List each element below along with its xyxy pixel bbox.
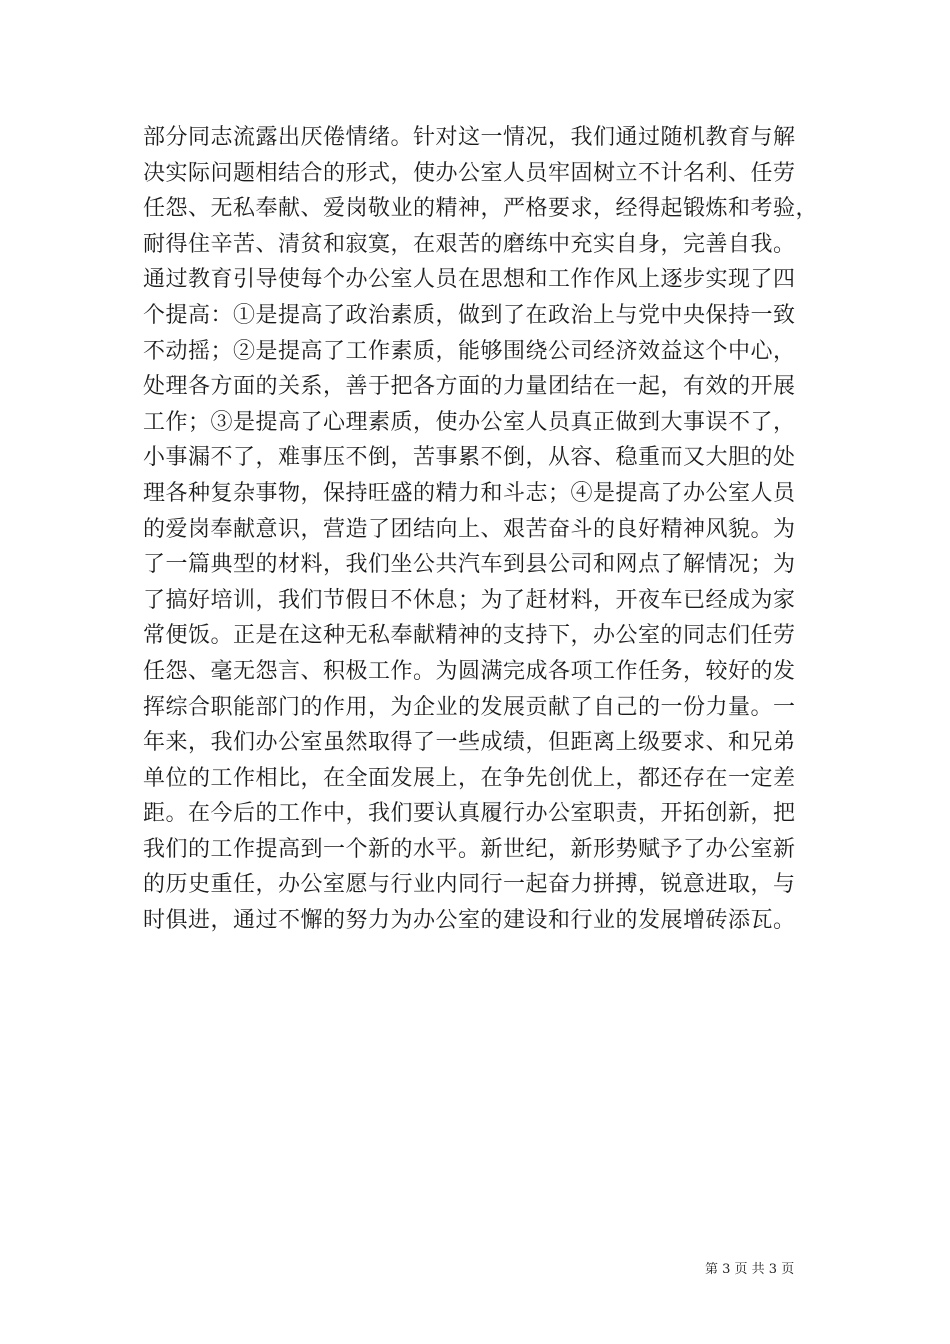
text-line: 理各种复杂事物，保持旺盛的精力和斗志；④是提高了办公室人员	[143, 480, 796, 506]
text-line: 的历史重任，办公室愿与行业内同行一起奋力拼搏，锐意进取，与	[143, 872, 796, 898]
text-line: 通过教育引导使每个办公室人员在思想和工作作风上逐步实现了四	[143, 267, 796, 293]
text-line: 不动摇；②是提高了工作素质，能够围绕公司经济效益这个中心，	[143, 338, 796, 364]
text-line: 距。在今后的工作中，我们要认真履行办公室职责，开拓创新，把	[143, 801, 796, 827]
text-line: 的爱岗奉献意识，营造了团结向上、艰苦奋斗的良好精神风貌。为	[143, 516, 796, 542]
text-line: 挥综合职能部门的作用，为企业的发展贡献了自己的一份力量。一	[143, 694, 796, 720]
text-line: 耐得住辛苦、清贫和寂寞，在艰苦的磨练中充实自身，完善自我。	[143, 231, 796, 257]
text-line: 工作；③是提高了心理素质，使办公室人员真正做到大事误不了，	[143, 409, 796, 435]
text-line: 小事漏不了，难事压不倒，苦事累不倒，从容、稳重而又大胆的处	[143, 445, 796, 471]
text-line: 部分同志流露出厌倦情绪。针对这一情况，我们通过随机教育与解	[143, 125, 796, 150]
text-line: 时俱进，通过不懈的努力为办公室的建设和行业的发展增砖添瓦。	[143, 908, 796, 934]
text-line: 我们的工作提高到一个新的水平。新世纪，新形势赋予了办公室新	[143, 836, 796, 862]
text-line: 年来，我们办公室虽然取得了一些成绩，但距离上级要求、和兄弟	[143, 730, 796, 756]
text-line: 任怨、毫无怨言、积极工作。为圆满完成各项工作任务，较好的发	[143, 658, 796, 684]
text-line: 任怨、无私奉献、爱岗敬业的精神，严格要求，经得起锻炼和考验，	[143, 196, 819, 222]
text-line: 个提高：①是提高了政治素质，做到了在政治上与党中央保持一致	[143, 302, 796, 328]
text-line: 了搞好培训，我们节假日不休息；为了赶材料，开夜车已经成为家	[143, 587, 796, 613]
body-paragraph	[143, 120, 823, 939]
page-number-footer: 第 3 页 共 3 页	[705, 1262, 795, 1277]
text-line: 了一篇典型的材料，我们坐公共汽车到县公司和网点了解情况；为	[143, 552, 796, 578]
text-line: 决实际问题相结合的形式，使办公室人员牢固树立不计名利、任劳	[143, 160, 796, 186]
text-line: 常便饭。正是在这种无私奉献精神的支持下，办公室的同志们任劳	[143, 623, 796, 649]
text-line: 单位的工作相比，在全面发展上，在争先创优上，都还存在一定差	[143, 765, 796, 791]
text-line: 处理各方面的关系，善于把各方面的力量团结在一起，有效的开展	[143, 374, 796, 400]
